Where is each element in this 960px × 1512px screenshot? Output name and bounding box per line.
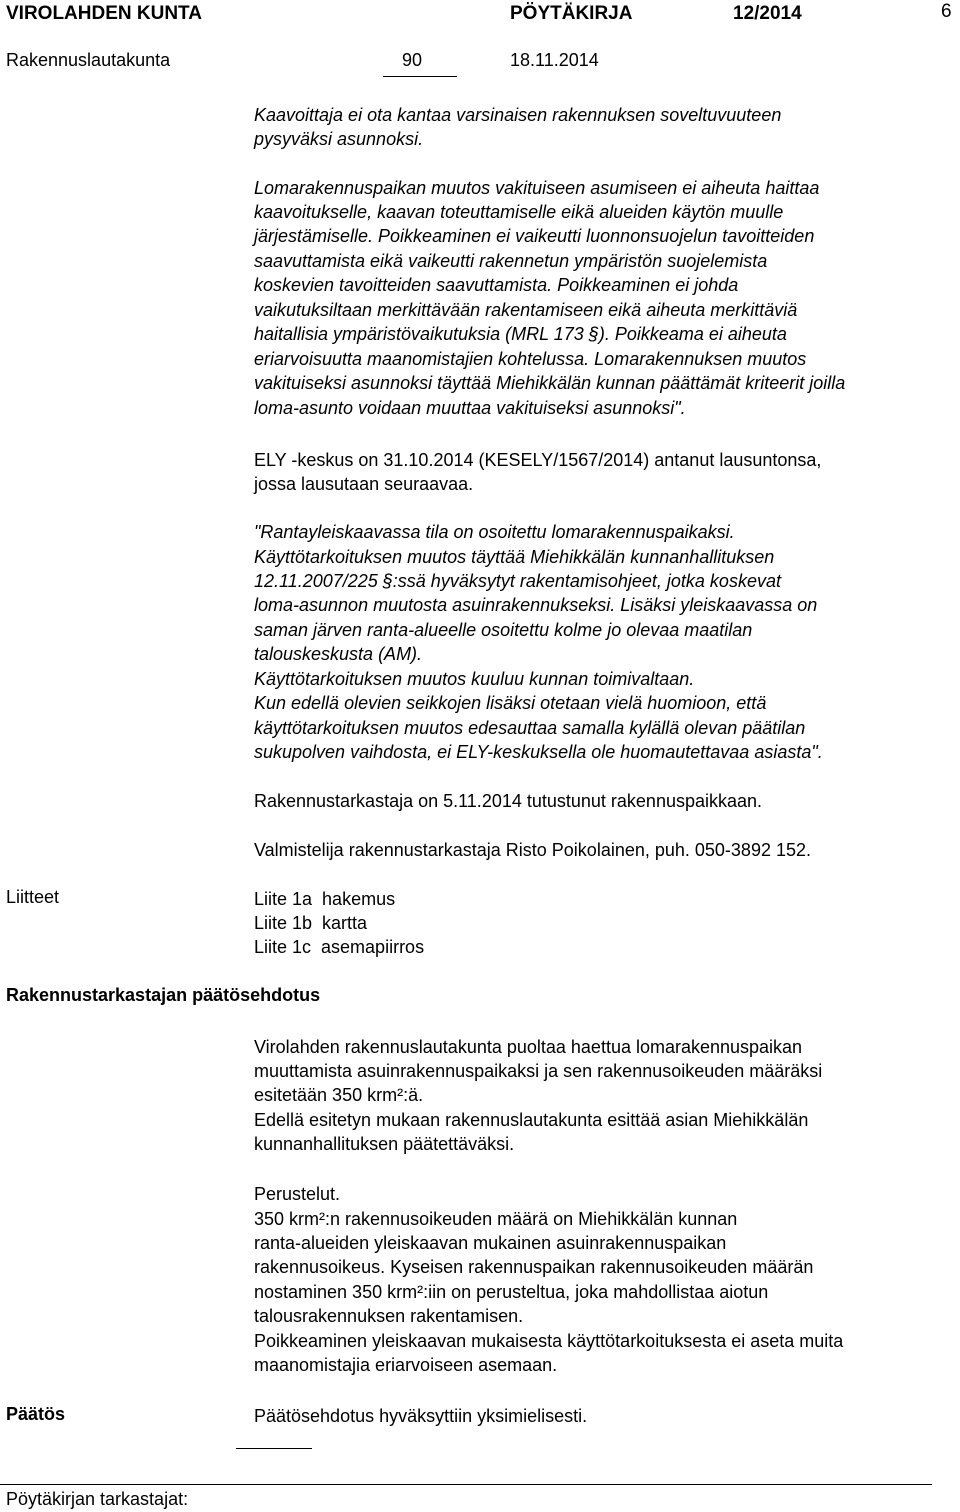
text-line: saavuttamista eikä vaikeutti rakennetun ympäristön suojelemista bbox=[254, 251, 768, 271]
header-rule bbox=[383, 76, 457, 77]
text-line: vakituiseksi asunnoksi täyttää Miehikkälän kunnan päättämät kriteerit joilla bbox=[254, 373, 846, 393]
text-line: 350 krm²:n rakennusoikeuden määrä on Miehikkälän kunnan bbox=[254, 1209, 738, 1229]
text-line: talouskeskusta (AM). bbox=[254, 644, 423, 664]
text-line: Edellä esitetyn mukaan rakennuslautakunta esittää asian Miehikkälän bbox=[254, 1110, 809, 1130]
text-line: rakennusoikeus. Kyseisen rakennuspaikan rakennusoikeuden määrän bbox=[254, 1257, 814, 1277]
text-line: pysyväksi asunnoksi. bbox=[254, 129, 424, 149]
text-line: Perustelut. bbox=[254, 1184, 341, 1204]
footer-rule bbox=[0, 1484, 932, 1485]
text-line: Poikkeaminen yleiskaavan mukaisesta käyttötarkoituksesta ei aseta muita bbox=[254, 1331, 844, 1351]
text-line: muuttamista asuinrakennuspaikaksi ja sen rakennusoikeuden määräksi bbox=[254, 1061, 823, 1081]
text-line: käyttötarkoituksen muutos edesauttaa samalla kylällä olevan päätilan bbox=[254, 718, 806, 738]
text-line: kaavoitukselle, kaavan toteuttamiselle eikä alueiden käytön muulle bbox=[254, 202, 784, 222]
org-name: VIROLAHDEN KUNTA bbox=[6, 3, 202, 24]
decision-rule bbox=[236, 1448, 312, 1449]
document-type: PÖYTÄKIRJA bbox=[510, 3, 633, 24]
text-line: Käyttötarkoituksen muutos kuuluu kunnan toimivaltaan. bbox=[254, 669, 695, 689]
text-line: esitetään 350 krm²:ä. bbox=[254, 1085, 424, 1105]
attachment-item: Liite 1b kartta bbox=[254, 913, 368, 933]
page-number: 6 bbox=[941, 1, 952, 22]
committee-name: Rakennuslautakunta bbox=[6, 50, 171, 70]
text-line: eriarvoisuutta maanomistajien kohtelussa. Lomarakennuksen muutos bbox=[254, 349, 807, 369]
text-line: talousrakennuksen rakentamisen. bbox=[254, 1306, 524, 1326]
decision-label: Päätös bbox=[6, 1404, 66, 1424]
section-number: 90 bbox=[402, 50, 423, 70]
text-line: Lomarakennuspaikan muutos vakituiseen asumiseen ei aiheuta haittaa bbox=[254, 178, 820, 198]
text-line: sukupolven vaihdosta, ei ELY-keskuksella ole huomautettavaa asiasta". bbox=[254, 742, 823, 762]
decision-text: Päätösehdotus hyväksyttiin yksimielisesti. bbox=[254, 1406, 588, 1426]
text-line: loma-asunto voidaan muuttaa vakituiseksi asunnoksi". bbox=[254, 398, 686, 418]
text-line: jossa lausutaan seuraavaa. bbox=[254, 474, 474, 494]
meeting-date: 18.11.2014 bbox=[510, 50, 599, 70]
text-line: järjestämiselle. Poikkeaminen ei vaikeutti luonnonsuojelun tavoitteiden bbox=[254, 226, 815, 246]
attachment-item: Liite 1a hakemus bbox=[254, 889, 396, 909]
text-line: ranta-alueiden yleiskaavan mukainen asuinrakennuspaikan bbox=[254, 1233, 727, 1253]
paragraph-inspection: Rakennustarkastaja on 5.11.2014 tutustunut rakennuspaikkaan. bbox=[254, 791, 763, 811]
text-line: maanomistajia eriarvoiseen asemaan. bbox=[254, 1355, 558, 1375]
text-line: 12.11.2007/225 §:ssä hyväksytyt rakentamisohjeet, jotka koskevat bbox=[254, 571, 781, 591]
proposal-heading: Rakennustarkastajan päätösehdotus bbox=[6, 985, 321, 1005]
paragraph-preparer: Valmistelija rakennustarkastaja Risto Poikolainen, puh. 050-3892 152. bbox=[254, 840, 811, 860]
attachment-item: Liite 1c asemapiirros bbox=[254, 937, 425, 957]
footer-label: Pöytäkirjan tarkastajat: bbox=[6, 1489, 189, 1509]
text-line: Käyttötarkoituksen muutos täyttää Miehikkälän kunnanhallituksen bbox=[254, 547, 775, 567]
text-line: ELY -keskus on 31.10.2014 (KESELY/1567/2014) antanut lausuntonsa, bbox=[254, 450, 822, 470]
text-line: kunnanhallituksen päätettäväksi. bbox=[254, 1134, 515, 1154]
text-line: koskevien tavoitteiden saavuttamista. Poikkeaminen ei johda bbox=[254, 275, 739, 295]
text-line: "Rantayleiskaavassa tila on osoitettu lomarakennuspaikaksi. bbox=[254, 522, 735, 542]
text-line: Virolahden rakennuslautakunta puoltaa haettua lomarakennuspaikan bbox=[254, 1037, 803, 1057]
text-line: vaikutuksiltaan merkittävään rakentamiseen eikä aiheuta merkittäviä bbox=[254, 300, 798, 320]
text-line: loma-asunnon muutosta asuinrakennukseksi. Lisäksi yleiskaavassa on bbox=[254, 595, 818, 615]
issue-number: 12/2014 bbox=[733, 3, 802, 24]
text-line: nostaminen 350 krm²:iin on perusteltua, joka mahdollistaa aiotun bbox=[254, 1282, 769, 1302]
attachments-label: Liitteet bbox=[6, 887, 60, 907]
text-line: Kaavoittaja ei ota kantaa varsinaisen rakennuksen soveltuvuuteen bbox=[254, 105, 782, 125]
text-line: haitallisia ympäristövaikutuksia (MRL 173 §). Poikkeama ei aiheuta bbox=[254, 324, 787, 344]
text-line: Kun edellä olevien seikkojen lisäksi otetaan vielä huomioon, että bbox=[254, 693, 767, 713]
text-line: saman järven ranta-alueelle osoitettu kolme jo olevaa maatilan bbox=[254, 620, 753, 640]
